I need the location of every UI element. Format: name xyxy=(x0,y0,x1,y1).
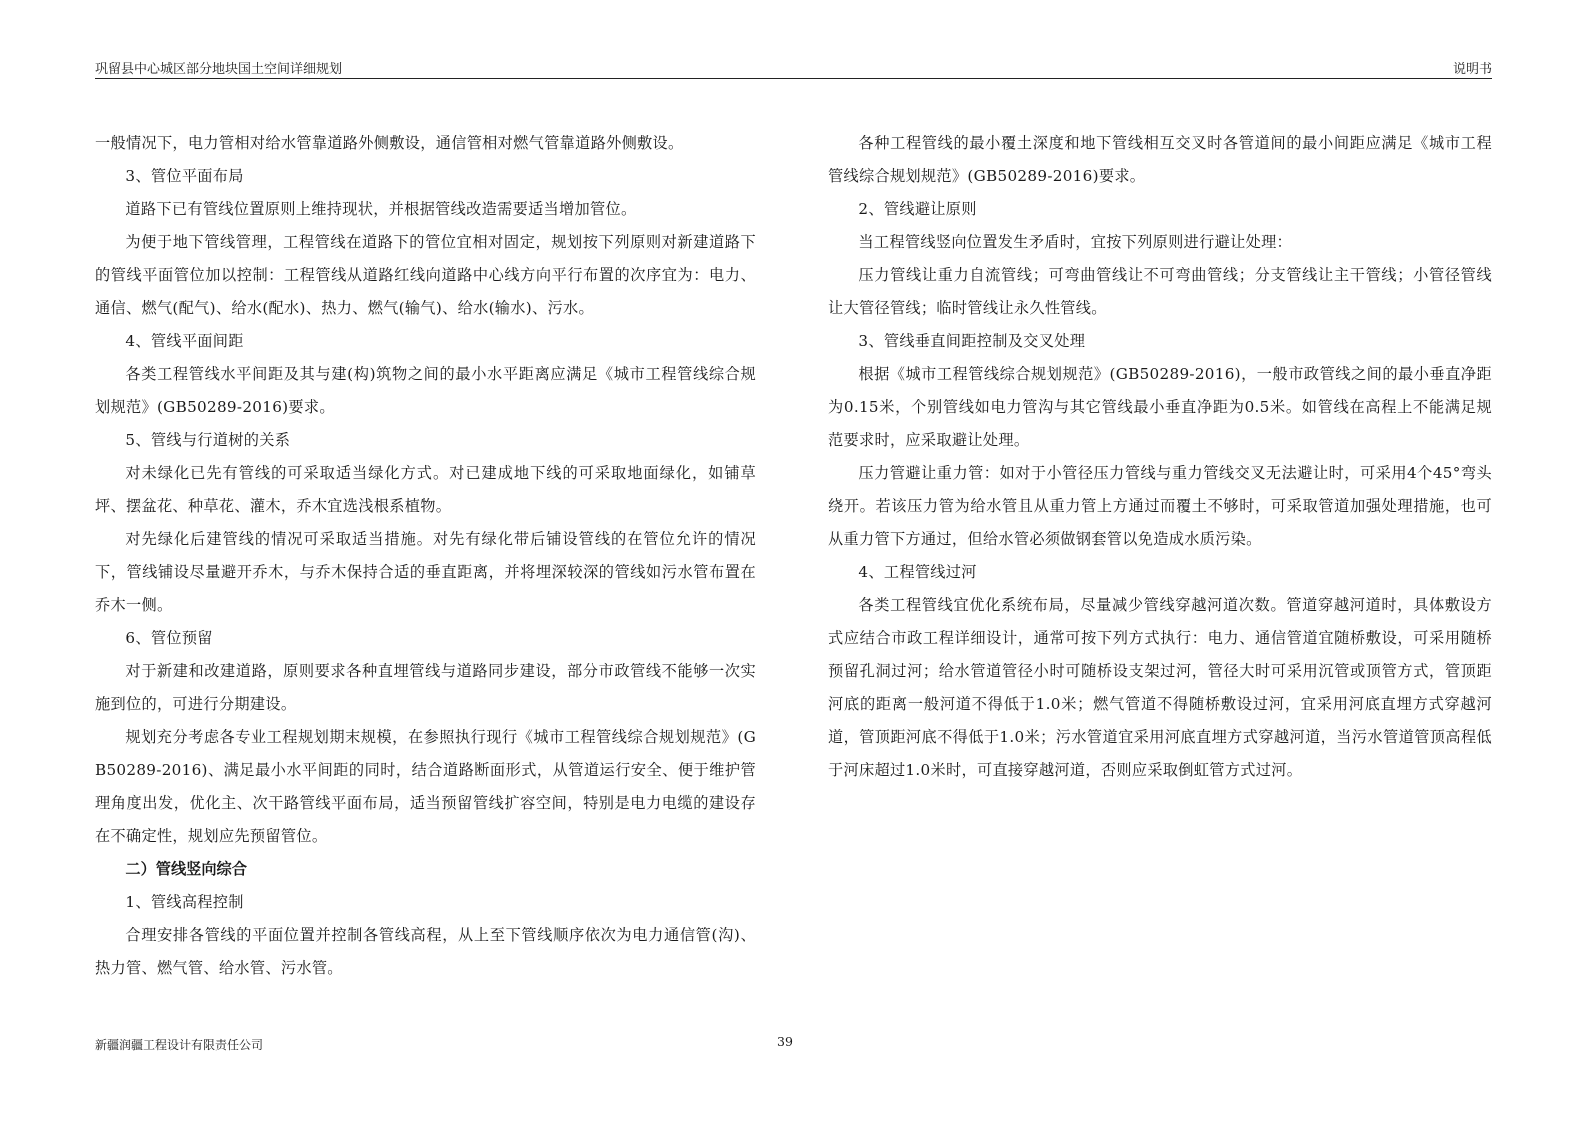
paragraph: 2、管线避让原则 xyxy=(858,200,977,218)
paragraph: 3、管线垂直间距控制及交叉处理 xyxy=(858,332,1086,350)
paragraph: 4、工程管线过河 xyxy=(858,563,977,581)
paragraph: 6、管位预留 xyxy=(125,629,213,647)
paragraph: 合理安排各管线的平面位置并控制各管线高程，从上至下管线顺序依次为电力通信管(沟)、热力管、燃气管、给水管、污水管。 xyxy=(95,926,756,977)
section-heading: 二）管线竖向综合 xyxy=(125,860,247,878)
left-column xyxy=(95,127,756,985)
paragraph: 对先绿化后建管线的情况可采取适当措施。对先有绿化带后铺设管线的在管位允许的情况下，管线铺设尽量避开乔木，与乔木保持合适的垂直距离，并将埋深较深的管线如污水管布置在乔木一侧。 xyxy=(95,530,756,614)
page-footer xyxy=(95,1036,1492,1056)
paragraph: 对未绿化已先有管线的可采取适当绿化方式。对已建成地下线的可采取地面绿化，如铺草坪、摆盆花、种草花、灌木，乔木宜选浅根系植物。 xyxy=(95,464,756,515)
paragraph: 3、管位平面布局 xyxy=(125,167,244,185)
paragraph: 一般情况下，电力管相对给水管靠道路外侧敷设，通信管相对燃气管靠道路外侧敷设。 xyxy=(95,134,684,152)
document-title: 巩留县中心城区部分地块国土空间详细规划 xyxy=(95,62,343,77)
paragraph: 压力管避让重力管：如对于小管径压力管线与重力管线交叉无法避让时，可采用4个45°弯头绕开。若该压力管为给水管且从重力管上方通过而覆土不够时，可采取管道加强处理措施，也可从重力管下方通过，但给水管必须做钢套管以免造成水质污染。 xyxy=(828,464,1492,548)
paragraph: 各种工程管线的最小覆土深度和地下管线相互交叉时各管道间的最小间距应满足《城市工程管线综合规划规范》(GB50289-2016)要求。 xyxy=(828,134,1492,185)
paragraph: 各类工程管线宜优化系统布局，尽量减少管线穿越河道次数。管道穿越河道时，具体敷设方式应结合市政工程详细设计，通常可按下列方式执行：电力、通信管道宜随桥敷设，可采用随桥预留孔洞过河；给水管道管径小时可随桥设支架过河，管径大时可采用沉管或顶管方式，管顶距河底的距离一般河道不得低于1.0米；燃气管道不得随桥敷设过河，宜采用河底直埋方式穿越河道，管顶距河底不得低于1.0米；污水管道宜采用河底直埋方式穿越河道，当污水管道管顶高程低于河床超过1.0米时，可直接穿越河道，否则应采取倒虹管方式过河。 xyxy=(828,596,1492,779)
paragraph: 为便于地下管线管理，工程管线在道路下的管位宜相对固定，规划按下列原则对新建道路下的管线平面管位加以控制：工程管线从道路红线向道路中心线方向平行布置的次序宜为：电力、通信、燃气(配气)、给水(配水)、热力、燃气(输气)、给水(输水)、污水。 xyxy=(95,233,756,317)
company-name: 新疆润疆工程设计有限责任公司 xyxy=(95,1038,264,1052)
right-column xyxy=(828,127,1492,787)
paragraph: 各类工程管线水平间距及其与建(构)筑物之间的最小水平距离应满足《城市工程管线综合规划规范》(GB50289-2016)要求。 xyxy=(95,365,756,416)
paragraph: 道路下已有管线位置原则上维持现状，并根据管线改造需要适当增加管位。 xyxy=(125,200,637,218)
paragraph: 4、管线平面间距 xyxy=(125,332,244,350)
paragraph: 对于新建和改建道路，原则要求各种直埋管线与道路同步建设，部分市政管线不能够一次实施到位的，可进行分期建设。 xyxy=(95,662,756,713)
document-type: 说明书 xyxy=(1452,62,1492,77)
page-header xyxy=(95,56,1492,79)
page-number: 39 xyxy=(777,1034,793,1049)
paragraph: 当工程管线竖向位置发生矛盾时，宜按下列原则进行避让处理： xyxy=(858,233,1293,251)
paragraph: 压力管线让重力自流管线；可弯曲管线让不可弯曲管线；分支管线让主干管线；小管径管线让大管径管线；临时管线让永久性管线。 xyxy=(828,266,1492,317)
paragraph: 规划充分考虑各专业工程规划期末规模，在参照执行现行《城市工程管线综合规划规范》(GB50289-2016)、满足最小水平间距的同时，结合道路断面形式，从管道运行安全、便于维护管理角度出发，优化主、次干路管线平面布局，适当预留管线扩容空间，特别是电力电缆的建设存在不确定性，规划应先预留管位。 xyxy=(95,728,756,845)
paragraph: 根据《城市工程管线综合规划规范》(GB50289-2016)，一般市政管线之间的最小垂直净距为0.15米，个别管线如电力管沟与其它管线最小垂直净距为0.5米。如管线在高程上不能满足规范要求时，应采取避让处理。 xyxy=(828,365,1492,449)
paragraph: 1、管线高程控制 xyxy=(125,893,244,911)
paragraph: 5、管线与行道树的关系 xyxy=(125,431,291,449)
